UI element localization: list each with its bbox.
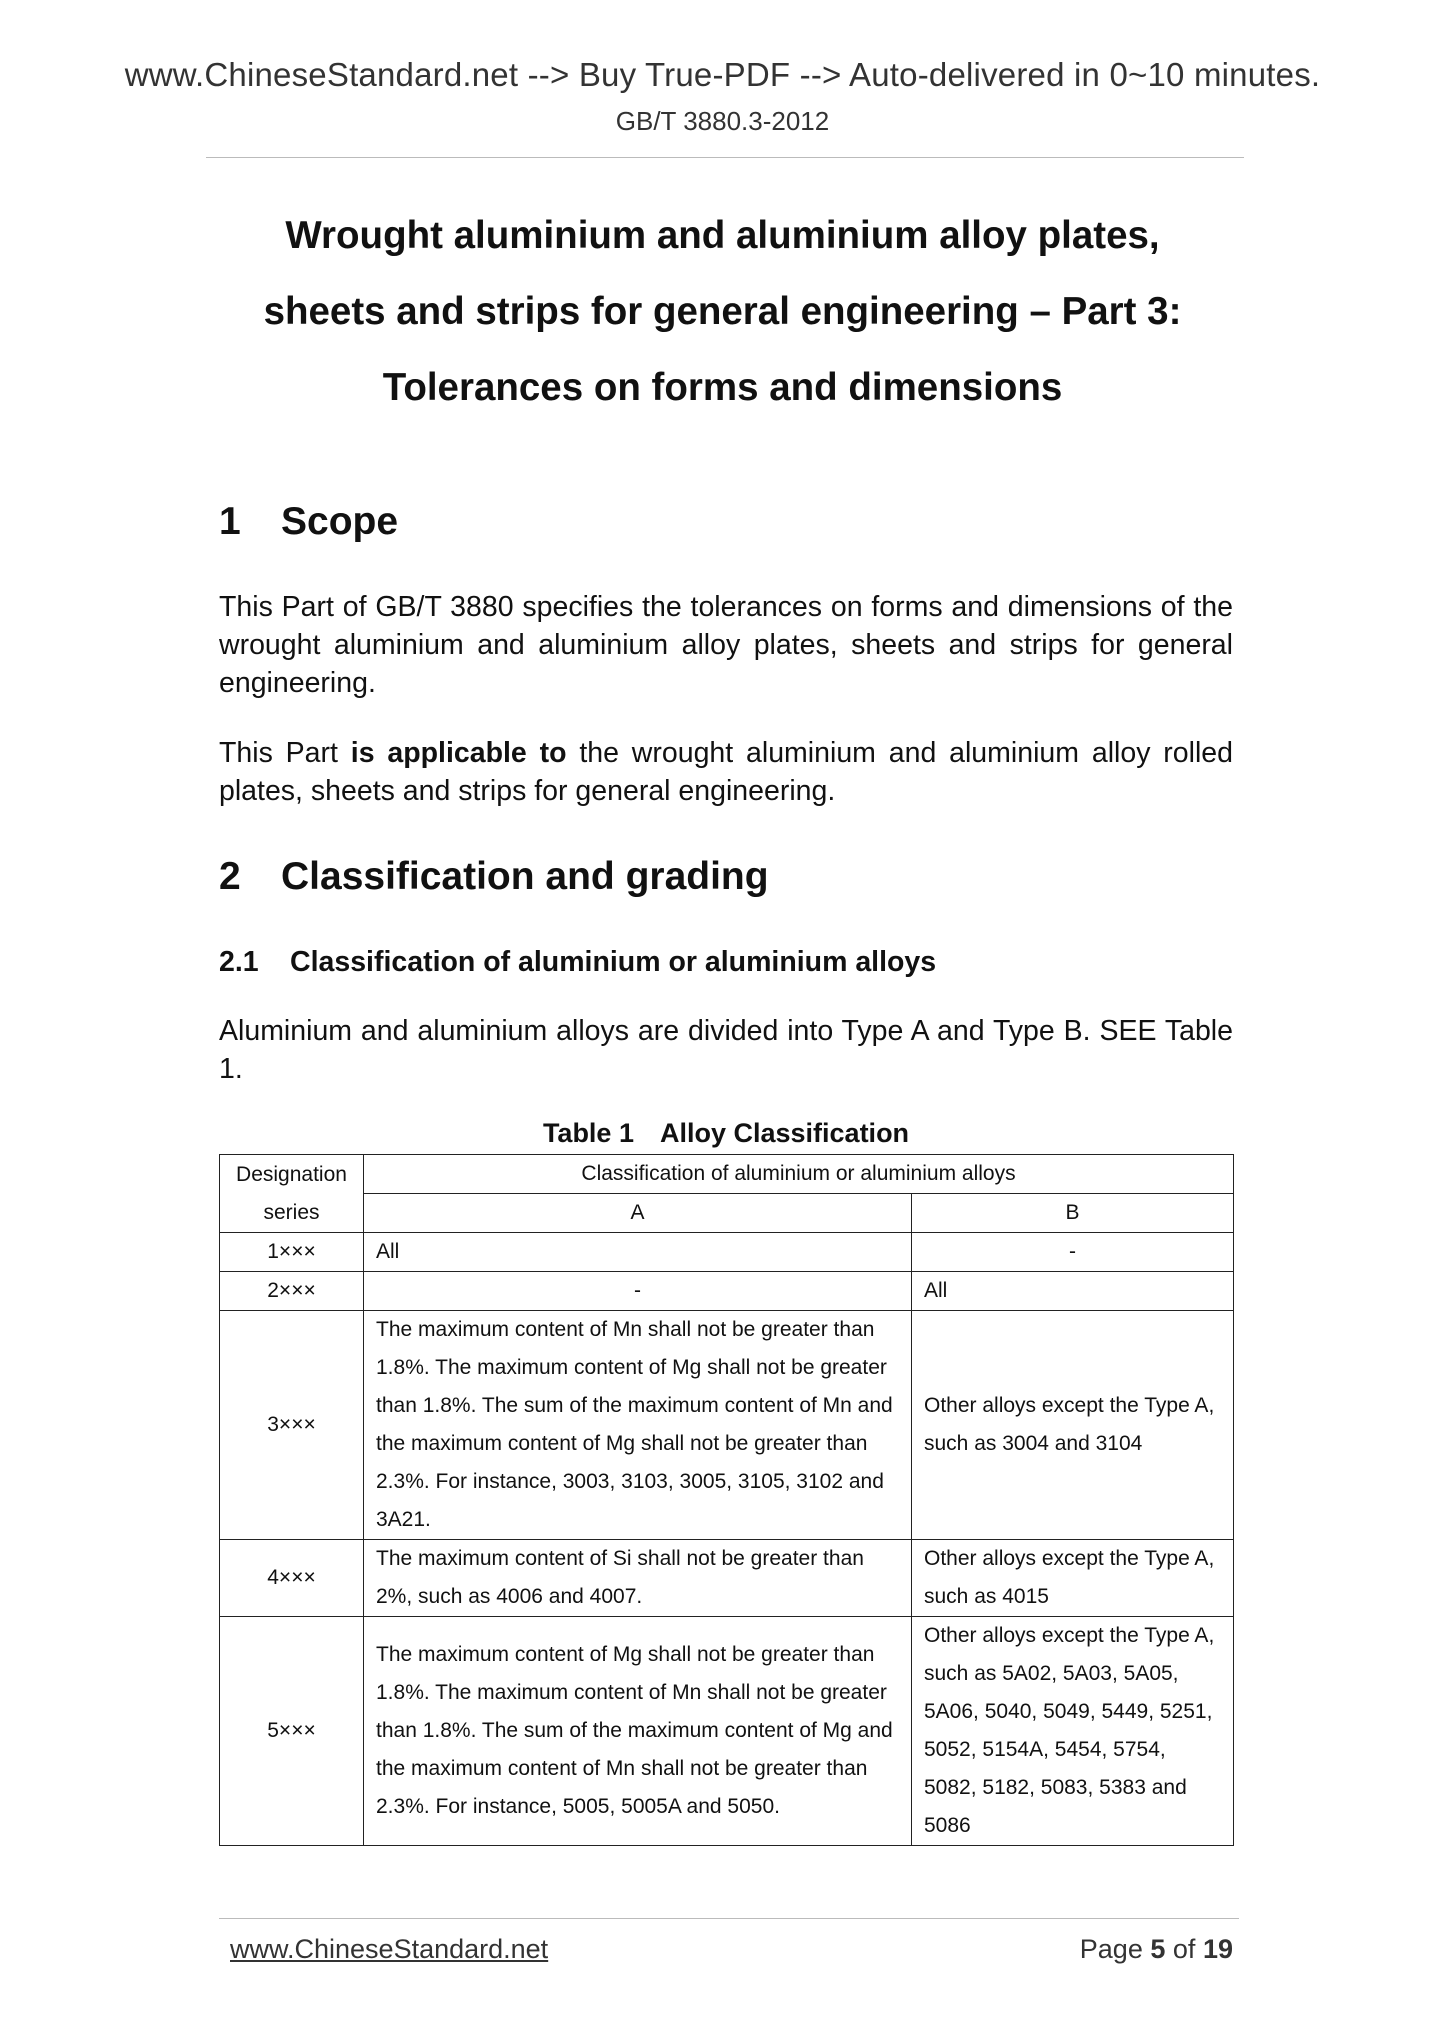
- subsection-2-1-title: Classification of aluminium or aluminium alloys: [290, 946, 937, 978]
- page-prefix: Page: [1079, 1934, 1143, 1964]
- table-row: [220, 1540, 1234, 1617]
- series-cell: 4×××: [220, 1540, 364, 1617]
- type-a-cell: -: [364, 1272, 912, 1311]
- table-header-row-1: [220, 1155, 1234, 1194]
- type-b-cell: -: [912, 1233, 1234, 1272]
- alloy-classification-table: [219, 1154, 1234, 1846]
- page-indicator: [1080, 1934, 1233, 1965]
- table-header-row-2: [220, 1194, 1234, 1233]
- document-id: GB/T 3880.3-2012: [615, 106, 830, 136]
- classification-paragraph: Aluminium and aluminium alloys are divided into Type A and Type B. SEE Table 1.: [219, 1015, 1233, 1085]
- title-line-3: Tolerances on forms and dimensions: [382, 366, 1063, 409]
- site-banner: www.ChineseStandard.net --> Buy True-PDF --> Auto-delivered in 0~10 minutes.: [124, 56, 1321, 93]
- footer-site-link[interactable]: www.ChineseStandard.net: [230, 1934, 549, 1964]
- document-title: [220, 198, 1225, 426]
- section-1-number: 1: [219, 500, 241, 543]
- section-2-title: Classification and grading: [281, 855, 769, 898]
- subsection-2-1-heading: [219, 946, 936, 979]
- page-number: 5: [1150, 1934, 1166, 1964]
- scope-paragraph-2-start: This Part: [219, 737, 351, 769]
- header-type-b: B: [912, 1194, 1234, 1233]
- table-row: [220, 1233, 1234, 1272]
- section-1-heading: [219, 500, 398, 544]
- section-1-title: Scope: [281, 500, 399, 543]
- type-a-cell: All: [364, 1233, 912, 1272]
- scope-paragraph-2-bold: is applicable to: [350, 737, 567, 769]
- subsection-2-1-number: 2.1: [219, 946, 259, 978]
- header-divider: [206, 157, 1244, 158]
- type-b-cell: Other alloys except the Type A, such as 4015: [912, 1540, 1234, 1617]
- table-1-label: Table 1: [542, 1118, 634, 1148]
- type-b-cell: Other alloys except the Type A, such as 5A02, 5A03, 5A05, 5A06, 5040, 5049, 5449, 5251, 5052, 5154A, 5454, 5754, 5082, 5182, 5083, 5383 and 5086: [912, 1617, 1234, 1846]
- section-2-number: 2: [219, 855, 241, 898]
- header-designation-line-1: Designation: [236, 1162, 347, 1186]
- table-1-caption: [219, 1118, 1233, 1149]
- header-designation-line-2: series: [263, 1200, 320, 1224]
- table-row: [220, 1311, 1234, 1540]
- series-cell: 3×××: [220, 1311, 364, 1540]
- series-cell: 2×××: [220, 1272, 364, 1311]
- table-1-title: Alloy Classification: [659, 1118, 910, 1148]
- type-a-cell: The maximum content of Mg shall not be greater than 1.8%. The maximum content of Mn shall not be greater than 1.8%. The sum of the maximum content of Mg and the maximum content of Mn shall not be greater than 2.3%. For instance, 5005, 5005A and 5050.: [364, 1617, 912, 1846]
- scope-paragraph-2-end: the wrought aluminium and aluminium alloy rolled plates, sheets and strips for general engineering.: [219, 737, 1233, 807]
- scope-paragraph-1: This Part of GB/T 3880 specifies the tolerances on forms and dimensions of the wrought aluminium and aluminium alloy plates, sheets and strips for general engineering.: [219, 591, 1233, 699]
- page-total: 19: [1202, 1934, 1233, 1964]
- section-2-heading: [219, 855, 769, 899]
- title-line-1: Wrought aluminium and aluminium alloy plates,: [285, 214, 1160, 257]
- series-cell: 5×××: [220, 1617, 364, 1846]
- table-row: [220, 1272, 1234, 1311]
- page-of: of: [1172, 1934, 1196, 1964]
- table-row: [220, 1617, 1234, 1846]
- header-type-a: A: [364, 1194, 912, 1233]
- title-line-2: sheets and strips for general engineering – Part 3:: [263, 290, 1182, 333]
- type-b-cell: Other alloys except the Type A, such as 3004 and 3104: [912, 1311, 1234, 1540]
- type-a-cell: The maximum content of Si shall not be greater than 2%, such as 4006 and 4007.: [364, 1540, 912, 1617]
- series-cell: 1×××: [220, 1233, 364, 1272]
- header-classification: Classification of aluminium or aluminium alloys: [364, 1155, 1234, 1194]
- scope-paragraph-2: [219, 734, 1233, 810]
- type-b-cell: All: [912, 1272, 1234, 1311]
- header-designation: [220, 1155, 364, 1233]
- type-a-cell: The maximum content of Mn shall not be greater than 1.8%. The maximum content of Mg shall not be greater than 1.8%. The sum of the maximum content of Mn and the maximum content of Mg shall not be greater than 2.3%. For instance, 3003, 3103, 3005, 3105, 3102 and 3A21.: [364, 1311, 912, 1540]
- footer-divider: [219, 1918, 1239, 1919]
